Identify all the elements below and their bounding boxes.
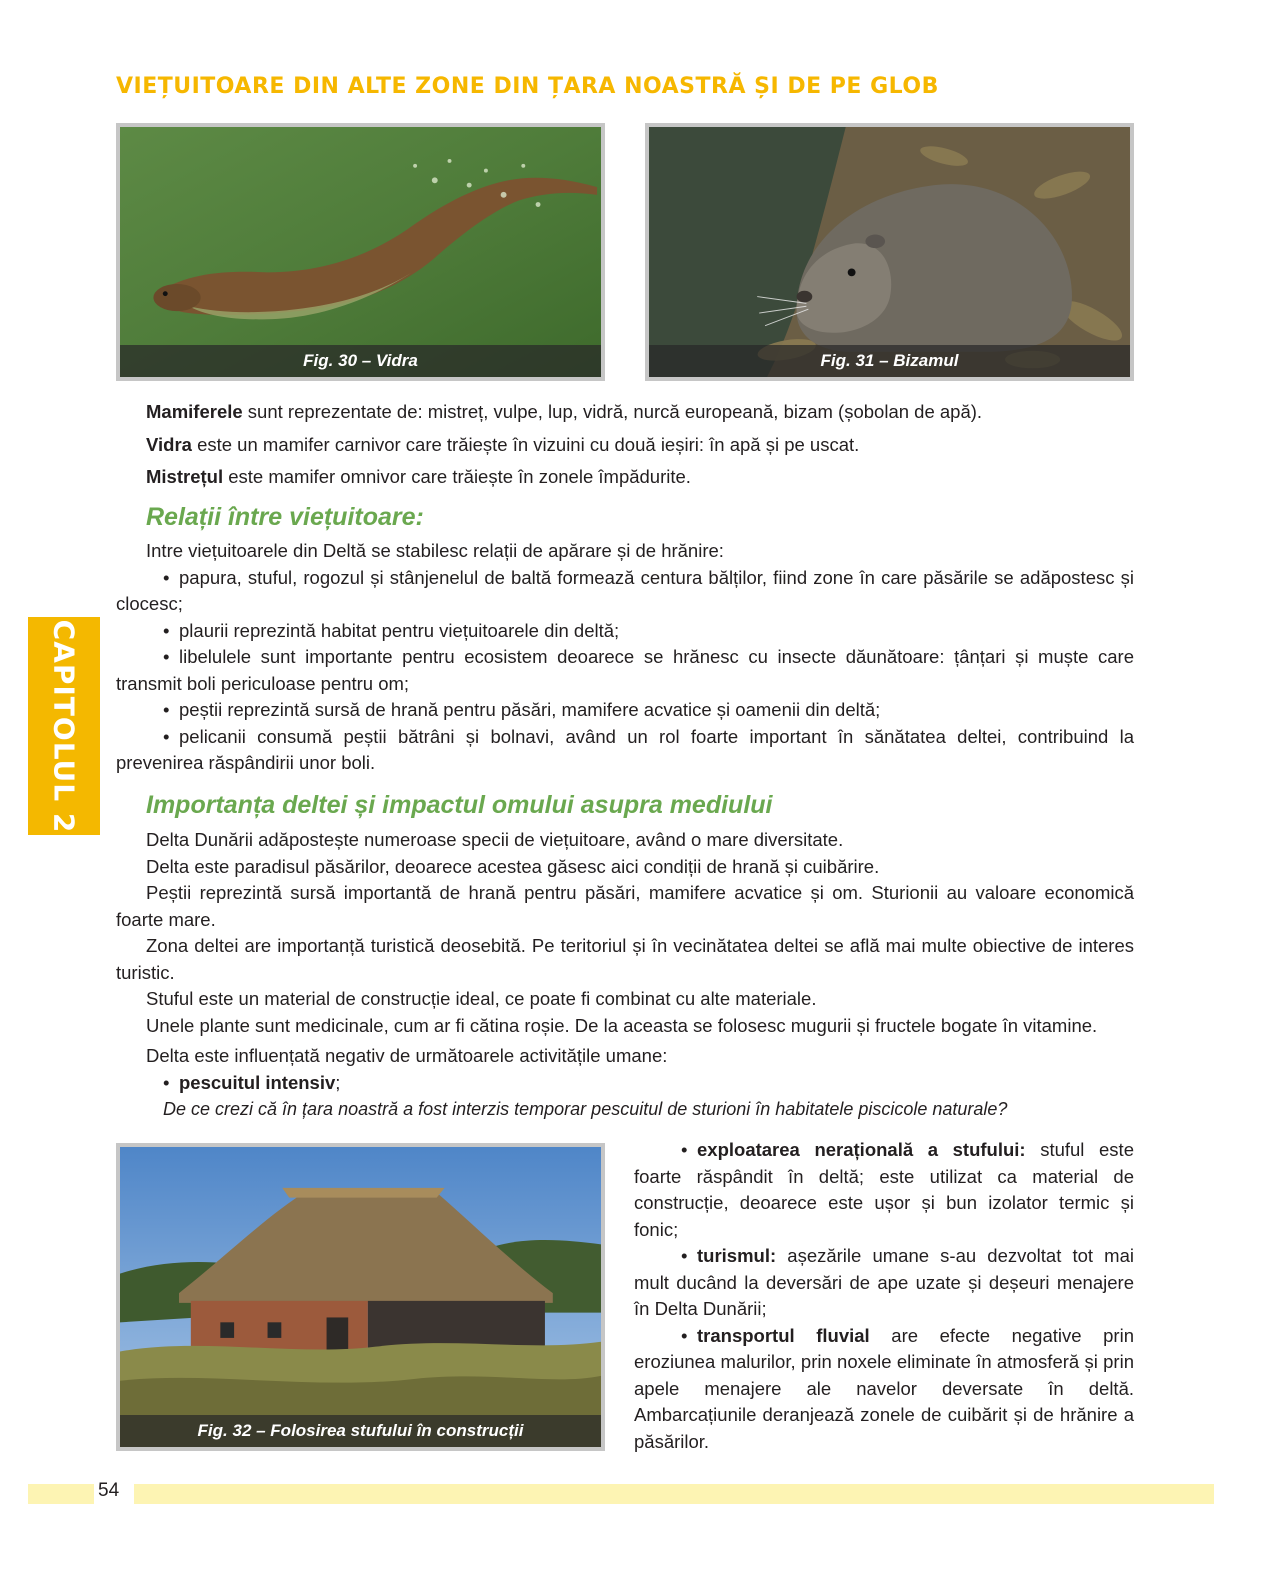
figure-thatched-house-photo: [116, 1143, 605, 1451]
bullet-dot-icon: •: [163, 1071, 170, 1093]
bold-term: Vidra: [146, 433, 192, 455]
importance-paragraph: Delta este paradisul păsărilor, deoarece acestea găsesc aici condiții de hrană și cuibărire.: [146, 855, 880, 877]
bullet-dot-icon: •: [163, 646, 170, 667]
bullet-item-fishing: [116, 1070, 1134, 1097]
footer-band-right: [134, 1484, 1214, 1504]
bullet-text: libelulele sunt importante pentru ecosistem deoarece se hrănesc cu insecte dăunătoare: țânțari și muște care transmit boli periculoase pentru om;: [116, 646, 1134, 694]
importance-paragraph: Peștii reprezintă sursă importantă de hrană pentru păsări, mamifere acvatice și om. Sturionii au valoare economică foarte mare.: [116, 882, 1134, 930]
figure-caption: Fig. 31 – Bizamul: [649, 345, 1130, 377]
bullet-dot-icon: •: [681, 1139, 688, 1160]
bullet-text: papura, stuful, rogozul și stânjenelul de baltă formează centura bălților, fiind zone în care păsările se adăpostesc și clocesc;: [116, 566, 1134, 614]
bullet-item-tourism: [634, 1243, 1134, 1323]
footer-band-left: [28, 1484, 94, 1504]
bullet-dot-icon: •: [163, 725, 170, 747]
mammals-paragraph: [146, 399, 1136, 426]
bullet-item: [116, 565, 1134, 618]
importance-paragraph: Delta Dunării adăpostește numeroase specii de viețuitoare, având o mare diversitate.: [146, 829, 844, 850]
chapter-label: CAPITOLUL 2: [47, 619, 81, 833]
otter-paragraph: [146, 432, 1136, 459]
section-title-relations: Relații între viețuitoare:: [146, 503, 424, 531]
bullet-dot-icon: •: [681, 1324, 688, 1346]
figure-caption: Fig. 30 – Vidra: [120, 345, 601, 377]
page-number: 54: [98, 1480, 120, 1501]
bullet-text: pelicanii consumă peștii bătrâni și bolnavi, având un rol foarte important în sănătatea deltei, contribuind la prevenirea răspândirii unor boli.: [116, 725, 1134, 773]
figure-caption: Fig. 32 – Folosirea stufului în construcții: [120, 1415, 601, 1447]
importance-paragraph: Stuful este un material de construcție ideal, ce poate fi combinat cu alte materiale.: [146, 988, 817, 1009]
bullet-item-reed: [634, 1137, 1134, 1243]
boar-paragraph: [146, 464, 1136, 491]
mammals-section: [146, 399, 1136, 491]
negative-intro: Delta este influențată negativ de următoarele activitățile umane:: [146, 1045, 668, 1066]
section-title-importance: Importanța deltei și impactul omului asupra mediului: [146, 791, 773, 819]
bullet-dot-icon: •: [163, 619, 170, 641]
figure-muskrat-photo: [645, 123, 1134, 381]
bullet-item: [116, 618, 1134, 645]
bold-term: Mistrețul: [146, 466, 224, 487]
bullet-item: [116, 697, 1134, 724]
paragraph-text: este un mamifer carnivor care trăiește în vizuini cu două ieșiri: în apă și pe uscat.: [191, 433, 860, 455]
importance-paragraph: Unele plante sunt medicinale, cum ar fi cătina roșie. De la aceasta se folosesc mugurii și fructele bogate în vitamine.: [146, 1014, 1098, 1036]
importance-paragraph: Zona deltei are importanță turistică deosebită. Pe teritoriul și în vecinătatea deltei se află mai multe obiective de interes turistic.: [116, 935, 1134, 983]
chapter-side-tab: [28, 617, 100, 835]
bold-term: exploatarea nerațională a stufului:: [697, 1139, 1026, 1160]
paragraph-text: sunt reprezentate de: mistreț, vulpe, lup, vidră, nurcă europeană, bizam (șobolan de apă).: [242, 401, 983, 422]
bullet-item: [116, 724, 1134, 777]
bold-term: turismul:: [697, 1245, 777, 1266]
bullet-item: [116, 644, 1134, 697]
bullet-text: plaurii reprezintă habitat pentru viețuitoarele din deltă;: [179, 619, 620, 641]
importance-section: [116, 827, 1134, 1123]
bullet-text: are efecte negative prin eroziunea malurilor, prin noxele eliminate în atmosferă și prin apele menajere ale navelor deversate în deltă. Ambarcațiunile deranjează zonele de cuibărit și de hrănire a păsărilor.: [634, 1324, 1134, 1452]
bullet-dot-icon: •: [163, 566, 170, 588]
otter-illustration: [120, 127, 601, 377]
bullet-dot-icon: •: [163, 699, 170, 720]
bullet-text: așezările umane s-au dezvoltat tot mai mult ducând la deversări de ape uzate și deșeuri menajere în Delta Dunării;: [634, 1245, 1134, 1319]
bullet-dot-icon: •: [681, 1245, 688, 1266]
relations-intro: Intre viețuitoarele din Deltă se stabilesc relații de apărare și de hrănire:: [146, 540, 724, 561]
bullet-text: ;: [335, 1071, 341, 1093]
relations-section: [116, 538, 1134, 777]
bullet-text: stuful este foarte răspândit în deltă; este utilizat ca material de construcție, deoarece este ușor și bun izolator termic și fonic;: [634, 1139, 1134, 1240]
page-header-title: VIEȚUITOARE DIN ALTE ZONE DIN ȚARA NOASTRĂ ȘI DE PE GLOB: [116, 74, 939, 99]
muskrat-illustration: [649, 127, 1130, 377]
bullet-item-transport: [634, 1323, 1134, 1456]
bold-term: pescuitul intensiv: [179, 1071, 336, 1093]
paragraph-text: este mamifer omnivor care trăiește în zonele împădurite.: [223, 466, 691, 487]
thatched-house-illustration: [120, 1147, 601, 1447]
bold-term: transportul fluvial: [697, 1324, 870, 1346]
impacts-section: [634, 1137, 1134, 1455]
question-text: De ce crezi că în țara noastră a fost interzis temporar pescuitul de sturioni în habitatele piscicole naturale?: [163, 1099, 1008, 1119]
bullet-text: peștii reprezintă sursă de hrană pentru păsări, mamifere acvatice și oamenii din deltă;: [179, 699, 881, 720]
bold-term: Mamiferele: [146, 401, 243, 422]
figure-otter-photo: [116, 123, 605, 381]
